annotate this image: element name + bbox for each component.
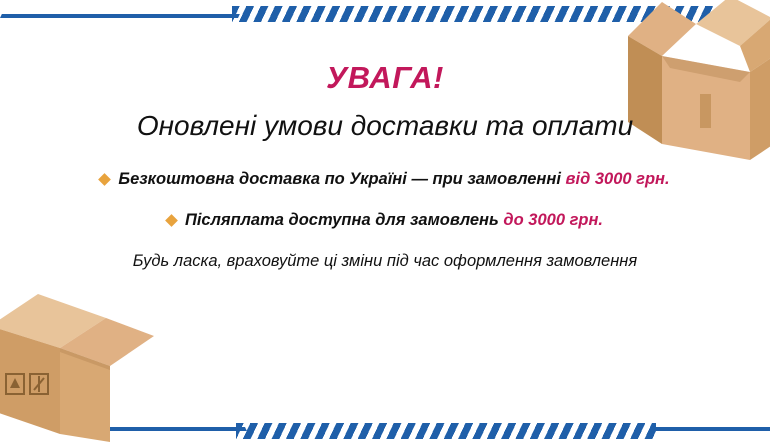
bullet-text [118, 170, 669, 189]
line-bottom-right-icon [650, 427, 770, 431]
banner-content [0, 60, 770, 271]
footnote-text: Будь ласка, враховуйте ці зміни під час оформлення замовлення [132, 252, 638, 270]
bullet-text-main: Безкоштовна доставка по Україні — при замовленні [118, 170, 566, 188]
subtitle: Оновлені умови доставки та оплати [136, 110, 634, 141]
diamond-bullet-icon [99, 173, 112, 186]
closed-cardboard-box-icon [0, 282, 156, 443]
list-item [0, 170, 770, 189]
stripe-bar-bottom-icon [236, 423, 656, 439]
bullet-text-accent: від 3000 грн. [565, 170, 670, 188]
bullet-text-main: Післяплата доступна для замовлень [184, 211, 504, 229]
bullet-text-accent: до 3000 грн. [503, 211, 604, 229]
list-item [0, 211, 770, 230]
diagonal-line-top-icon [0, 14, 240, 18]
bullet-text [185, 211, 603, 230]
diamond-bullet-icon [165, 214, 178, 227]
page-title: УВАГА! [326, 60, 444, 95]
